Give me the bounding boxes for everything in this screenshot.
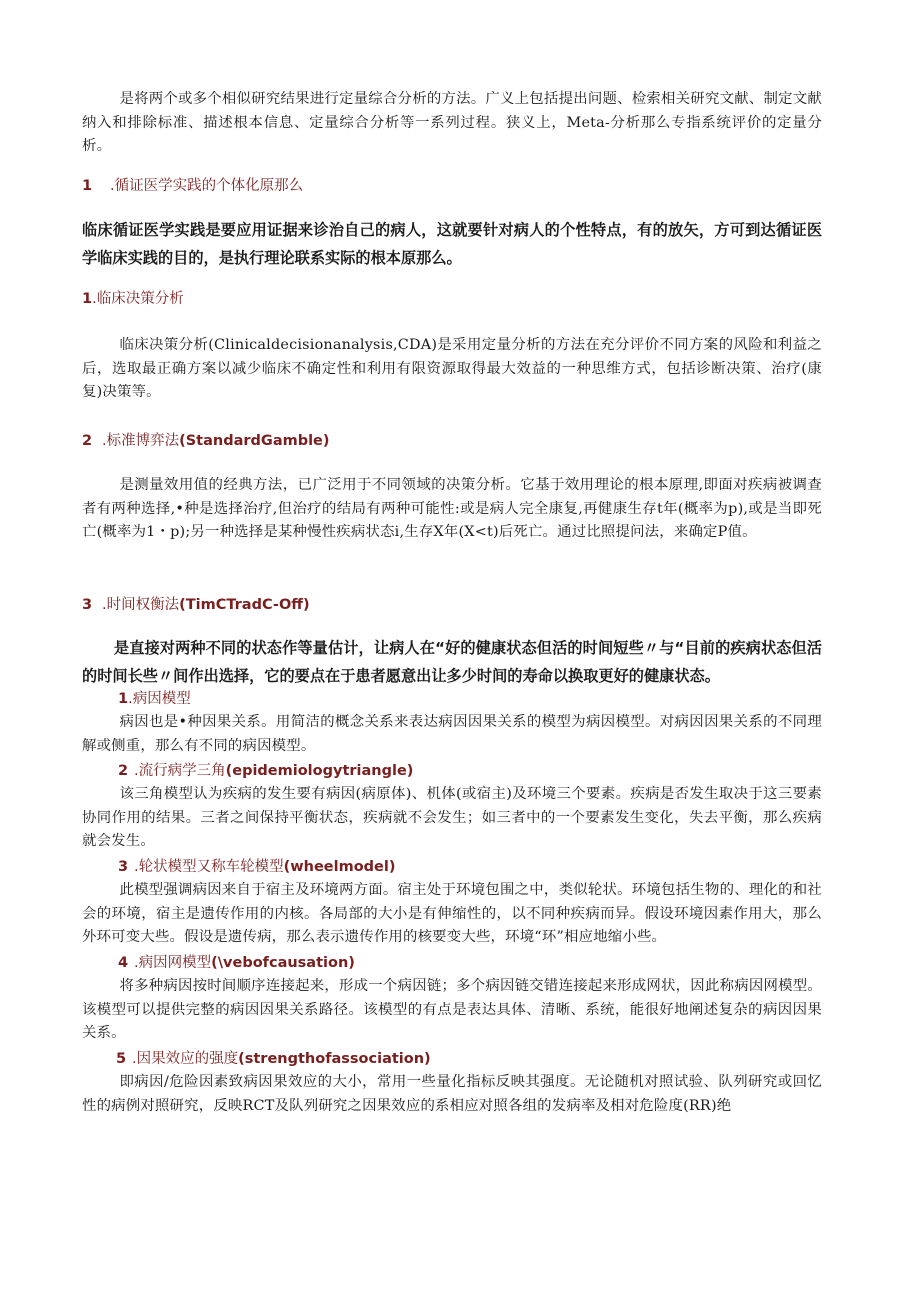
- heading-wheel-model: [118, 856, 858, 878]
- heading-title: .临床决策分析: [92, 291, 184, 307]
- heading-english: (StandardGamble): [179, 433, 330, 449]
- heading-number: 5: [116, 1051, 127, 1067]
- web-of-causation-paragraph: [82, 975, 822, 1046]
- heading-clinical-decision-analysis: [82, 288, 822, 310]
- meta-analysis-paragraph: [82, 88, 822, 159]
- paragraph-text: 该三角模型认为疾病的发生要有病因(病原体)、机体(或宿主)及环境三个要素。疾病是否发生取决于这三要素协同作用的结果。三者之间保持平衡状态，疾病就不会发生；如三者中的一个要素发生变化，失去平衡，那么疾病就会发生。: [82, 786, 822, 849]
- paragraph-text: 将多种病因按时间顺序连接起来，形成一个病因链；多个病因链交错连接起来形成网状，因此称病因网模型。该模型可以提供完整的病因因果关系路径。该模型的有点是表达具体、清晰、系统，能很好地阐述复杂的病因因果关系。: [82, 978, 822, 1041]
- heading-number: 4: [118, 955, 129, 971]
- paragraph-text: 是直接对两种不同的状态作等量估计，让病人在“好的健康状态但活的时间短些〃与“目前的疾病状态但活的时间长些〃间作出选择，它的要点在于患者愿意出让多少时间的寿命以换取更好的健康状态。: [82, 639, 822, 685]
- heading-individualization-principle: [82, 175, 822, 197]
- heading-english: (TimCTradC-Off): [179, 597, 310, 613]
- heading-title: .轮状模型又称车轮模型: [134, 859, 284, 875]
- heading-web-of-causation: [118, 952, 858, 974]
- heading-title: .流行病学三角: [134, 763, 226, 779]
- heading-number: 2: [82, 433, 93, 449]
- heading-number: 1: [82, 291, 93, 307]
- heading-epidemiology-triangle: [118, 760, 858, 782]
- heading-english: (wheelmodel): [283, 859, 396, 875]
- cda-paragraph: [82, 334, 822, 405]
- heading-english: (epidemiologytriangle): [225, 763, 414, 779]
- paragraph-text: 此模型强调病因来自于宿主及环境两方面。宿主处于环境包围之中，类似轮状。环境包括生物的、理化的和社会的环境，宿主是遗传作用的内核。各局部的大小是有伸缩性的，以不同种疾病而异。假设环境因素作用大，那么外环可变大些。假设是遗传病，那么表示遗传作用的核要变大些，环境“环”相应地缩小些。: [82, 882, 822, 945]
- heading-english: (\vebofcausation): [211, 955, 355, 971]
- time-tradeoff-paragraph: [82, 634, 822, 690]
- strength-paragraph: [82, 1071, 822, 1118]
- heading-title: .因果效应的强度: [132, 1051, 239, 1067]
- heading-title: .循证医学实践的个体化原那么: [110, 178, 304, 194]
- heading-english: (strengthofassociation): [238, 1051, 431, 1067]
- heading-number: 3: [118, 859, 129, 875]
- heading-title: .病因模型: [128, 691, 191, 707]
- paragraph-text: 临床循证医学实践是要应用证据来诊治自己的病人，这就要针对病人的个性特点，有的放矢，方可到达循证医学临床实践的目的，是执行理论联系实际的根本原那么。: [82, 221, 822, 267]
- heading-title: .时间权衡法: [102, 597, 180, 613]
- cause-model-paragraph: [82, 711, 822, 758]
- heading-number: 3: [82, 597, 93, 613]
- heading-title: .标准博弈法: [102, 433, 180, 449]
- paragraph-text: 病因也是•种因果关系。用简洁的概念关系来表达病因因果关系的模型为病因模型。对病因因果关系的不同理解或侧重，那么有不同的病因模型。: [82, 714, 822, 754]
- paragraph-text: 临床决策分析(Clinicaldecisionanalysis,CDA)是采用定量分析的方法在充分评价不同方案的风险和利益之后，选取最正确方案以减少临床不确定性和利用有限资源取得最大效益的一种思维方式，包括诊断决策、治疗(康复)决策等。: [82, 337, 822, 400]
- heading-number: 2: [118, 763, 129, 779]
- wheel-model-paragraph: [82, 879, 822, 950]
- heading-number: 1: [82, 178, 93, 194]
- paragraph-text: 是测量效用值的经典方法，已广泛用于不同领域的决策分析。它基于效用理论的根本原理,即面对疾病被调查者有两种选择,•种是选择治疗,但治疗的结局有两种可能性:或是病人完全康复,再健康生存t年(概率为p),或是当即死亡(概率为1・p);另一种选择是某种慢性疾病状态i,生存X年(X<t)后死亡。通过比照提问法，来确定P值。: [82, 477, 822, 540]
- heading-title: .病因网模型: [134, 955, 212, 971]
- standard-gamble-paragraph: [82, 474, 822, 545]
- paragraph-text: 即病因/危险因素致病因果效应的大小，常用一些量化指标反映其强度。无论随机对照试验、队列研究或回忆性的病例对照研究，反映RCT及队列研究之因果效应的系相应对照各组的发病率及相对危险度(RR)绝: [82, 1074, 822, 1114]
- heading-cause-model: [118, 688, 858, 710]
- paragraph-text: 是将两个或多个相似研究结果进行定量综合分析的方法。广义上包括提出问题、检索相关研究文献、制定文献纳入和排除标准、描述根本信息、定量综合分析等一系列过程。狭义上，Meta-分析那么专指系统评价的定量分析。: [82, 91, 822, 154]
- heading-number: 1: [118, 691, 129, 707]
- principle-paragraph: [82, 216, 822, 272]
- heading-standard-gamble: [82, 430, 822, 452]
- heading-strength-of-association: [116, 1048, 856, 1070]
- triangle-paragraph: [82, 783, 822, 854]
- heading-time-tradeoff: [82, 594, 822, 616]
